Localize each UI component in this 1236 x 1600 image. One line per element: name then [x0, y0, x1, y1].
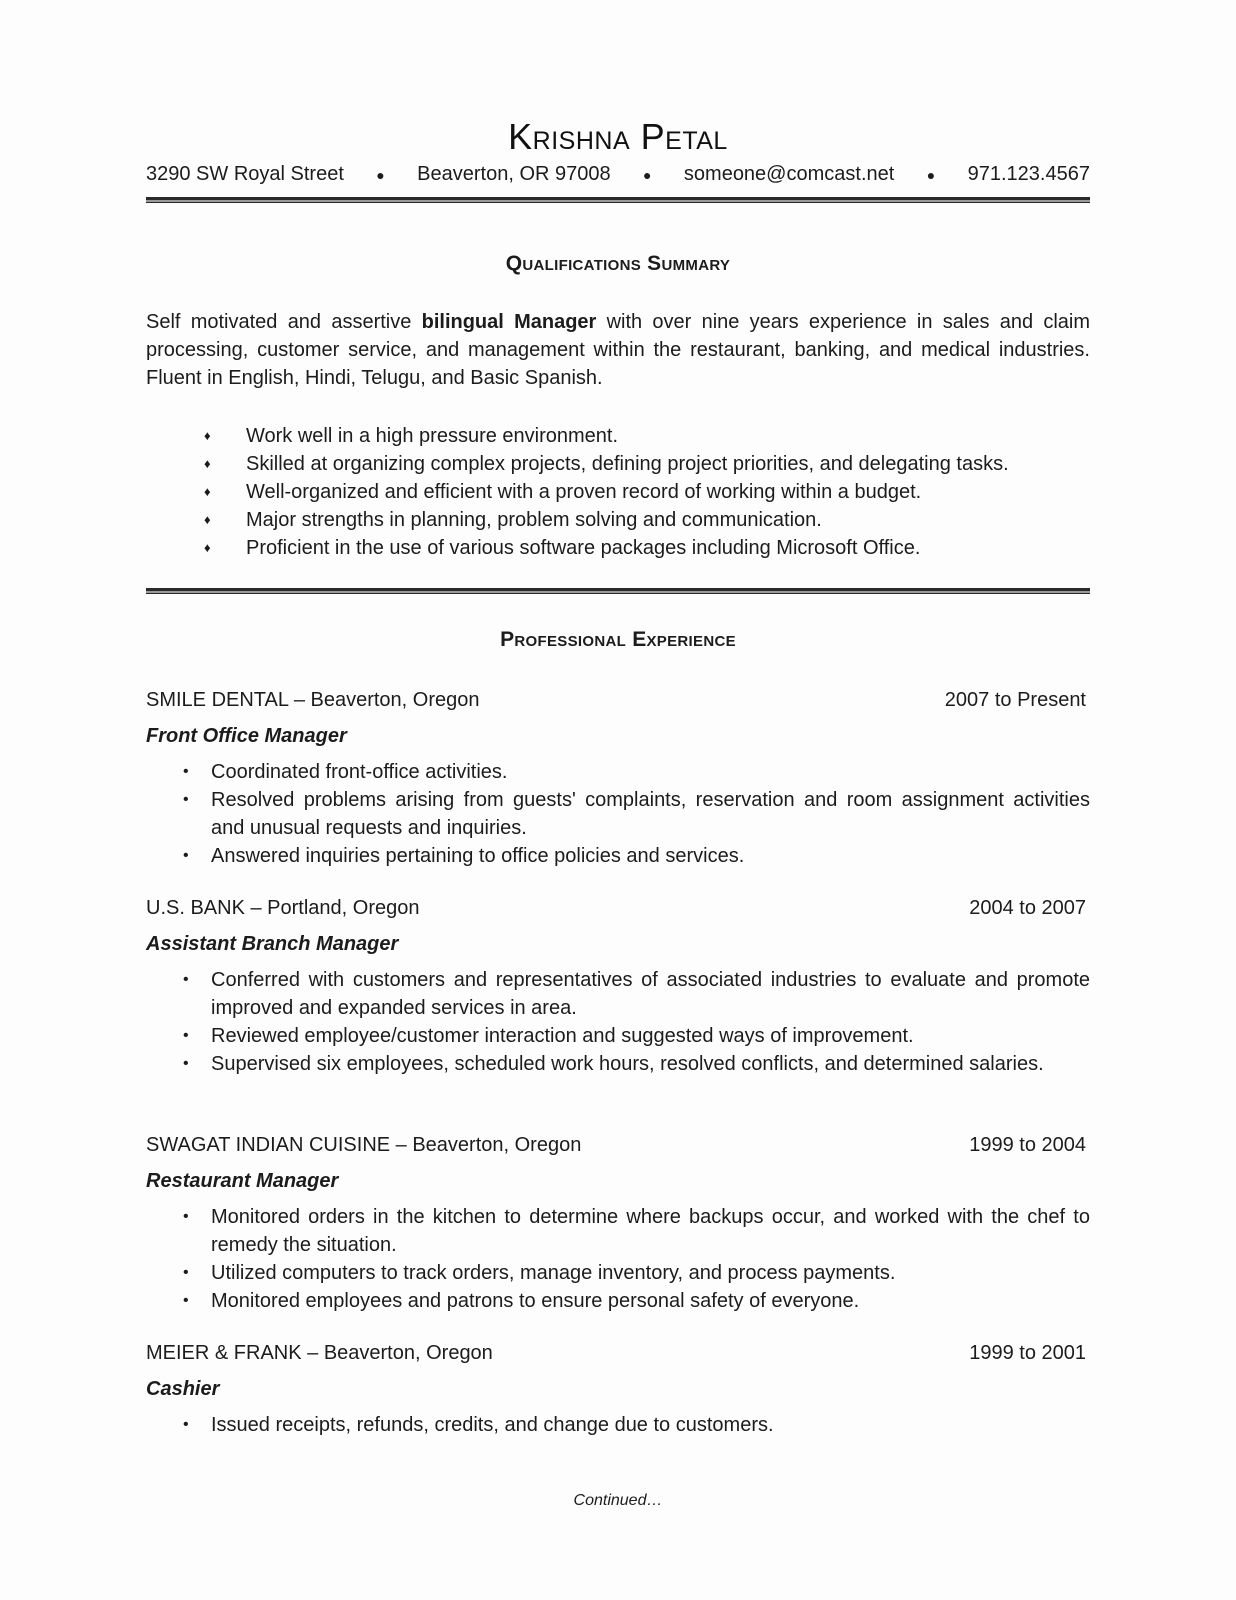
list-item-text: Monitored orders in the kitchen to determine where backups occur, and worked with the chef to remedy the situation.	[211, 1206, 1090, 1256]
bullet-icon: •	[183, 1055, 189, 1072]
list-item	[146, 758, 1090, 786]
job-bullets	[146, 1411, 1090, 1439]
qualifications-title: Qualifications Summary	[505, 252, 731, 275]
company: SMILE DENTAL – Beaverton, Oregon	[146, 689, 480, 711]
job-bullets	[146, 758, 1090, 870]
list-item-text: Utilized computers to track orders, manage inventory, and process payments.	[211, 1262, 896, 1284]
bullet-icon: •	[183, 763, 189, 780]
list-item	[146, 1411, 1090, 1439]
qualifications-summary	[146, 308, 1090, 392]
summary-text-start: Self motivated and assertive	[146, 311, 422, 333]
list-item	[146, 1259, 1090, 1287]
list-item-text: Monitored employees and patrons to ensure personal safety of everyone.	[211, 1290, 860, 1312]
list-item-text: Answered inquiries pertaining to office policies and services.	[211, 845, 745, 867]
email: someone@comcast.net	[683, 163, 895, 185]
contact-line	[146, 163, 1090, 186]
address: 3290 SW Royal Street	[146, 163, 344, 185]
header-divider	[146, 197, 1090, 203]
list-item	[146, 450, 1090, 478]
job-entry	[146, 894, 1090, 1078]
summary-highlight: bilingual Manager	[421, 311, 597, 333]
list-item-text: Skilled at organizing complex projects, defining project priorities, and delegating tasks.	[246, 453, 1009, 475]
diamond-bullet-icon: ♦	[204, 512, 211, 527]
section-divider	[146, 588, 1090, 594]
list-item-text: Reviewed employee/customer interaction and suggested ways of improvement.	[211, 1025, 914, 1047]
list-item	[146, 506, 1090, 534]
list-item-text: Coordinated front-office activities.	[211, 761, 508, 783]
job-role: Assistant Branch Manager	[146, 933, 399, 955]
list-item-text: Work well in a high pressure environment.	[246, 425, 619, 447]
separator-dot: ●	[643, 166, 652, 183]
list-item-text: Major strengths in planning, problem solving and communication.	[246, 509, 822, 531]
list-item	[146, 966, 1090, 1022]
list-item	[146, 1022, 1090, 1050]
candidate-name: Krishna Petal	[508, 116, 728, 157]
company: SWAGAT INDIAN CUISINE – Beaverton, Oregon	[146, 1134, 582, 1156]
bullet-icon: •	[183, 1292, 189, 1309]
job-entry	[146, 686, 1090, 870]
bullet-icon: •	[183, 847, 189, 864]
bullet-icon: •	[183, 1027, 189, 1044]
qualifications-list	[146, 422, 1090, 562]
summary-text-end: with over nine years experience in sales and claim processing, customer service, and management within the restaurant, banking, and medical industries. Fluent in English, Hindi, Telugu, and Basic Spanish.	[146, 311, 1090, 389]
job-dates: 1999 to 2001	[969, 1342, 1086, 1364]
list-item-text: Issued receipts, refunds, credits, and change due to customers.	[211, 1414, 774, 1436]
bullet-icon: •	[183, 1416, 189, 1433]
list-item	[146, 422, 1090, 450]
diamond-bullet-icon: ♦	[204, 484, 211, 499]
list-item-text: Supervised six employees, scheduled work hours, resolved conflicts, and determined salaries.	[211, 1053, 1044, 1075]
bullet-icon: •	[183, 1208, 189, 1225]
bullet-icon: •	[183, 1264, 189, 1281]
phone: 971.123.4567	[967, 163, 1090, 185]
diamond-bullet-icon: ♦	[204, 540, 211, 555]
list-item-text: Well-organized and efficient with a proven record of working within a budget.	[246, 481, 922, 503]
separator-dot: ●	[926, 166, 936, 183]
list-item	[146, 1287, 1090, 1315]
job-bullets	[146, 966, 1090, 1078]
list-item	[146, 534, 1090, 562]
list-item	[146, 478, 1090, 506]
job-role: Front Office Manager	[146, 725, 347, 747]
list-item	[146, 1050, 1090, 1078]
job-dates: 2004 to 2007	[969, 897, 1086, 919]
job-bullets	[146, 1203, 1090, 1315]
diamond-bullet-icon: ♦	[204, 456, 211, 471]
job-dates: 1999 to 2004	[969, 1134, 1086, 1156]
continued-note: Continued…	[573, 1492, 663, 1509]
list-item	[146, 786, 1090, 842]
list-item-text: Proficient in the use of various software packages including Microsoft Office.	[246, 537, 921, 559]
separator-dot: ●	[376, 166, 385, 183]
job-entry	[146, 1131, 1090, 1315]
city-state-zip: Beaverton, OR 97008	[417, 163, 611, 185]
job-dates: 2007 to Present	[944, 689, 1086, 711]
list-item	[146, 842, 1090, 870]
company: U.S. BANK – Portland, Oregon	[146, 897, 420, 919]
list-item	[146, 1203, 1090, 1259]
bullet-icon: •	[183, 971, 189, 988]
job-entry	[146, 1339, 1090, 1439]
bullet-icon: •	[183, 791, 189, 808]
list-item-text: Resolved problems arising from guests' complaints, reservation and room assignment activities and unusual requests and inquiries.	[211, 789, 1090, 839]
job-role: Restaurant Manager	[146, 1170, 339, 1192]
list-item-text: Conferred with customers and representatives of associated industries to evaluate and promote improved and expanded services in area.	[211, 969, 1090, 1019]
company: MEIER & FRANK – Beaverton, Oregon	[146, 1342, 493, 1364]
diamond-bullet-icon: ♦	[204, 428, 211, 443]
job-role: Cashier	[146, 1378, 220, 1400]
experience-title: Professional Experience	[500, 628, 736, 651]
